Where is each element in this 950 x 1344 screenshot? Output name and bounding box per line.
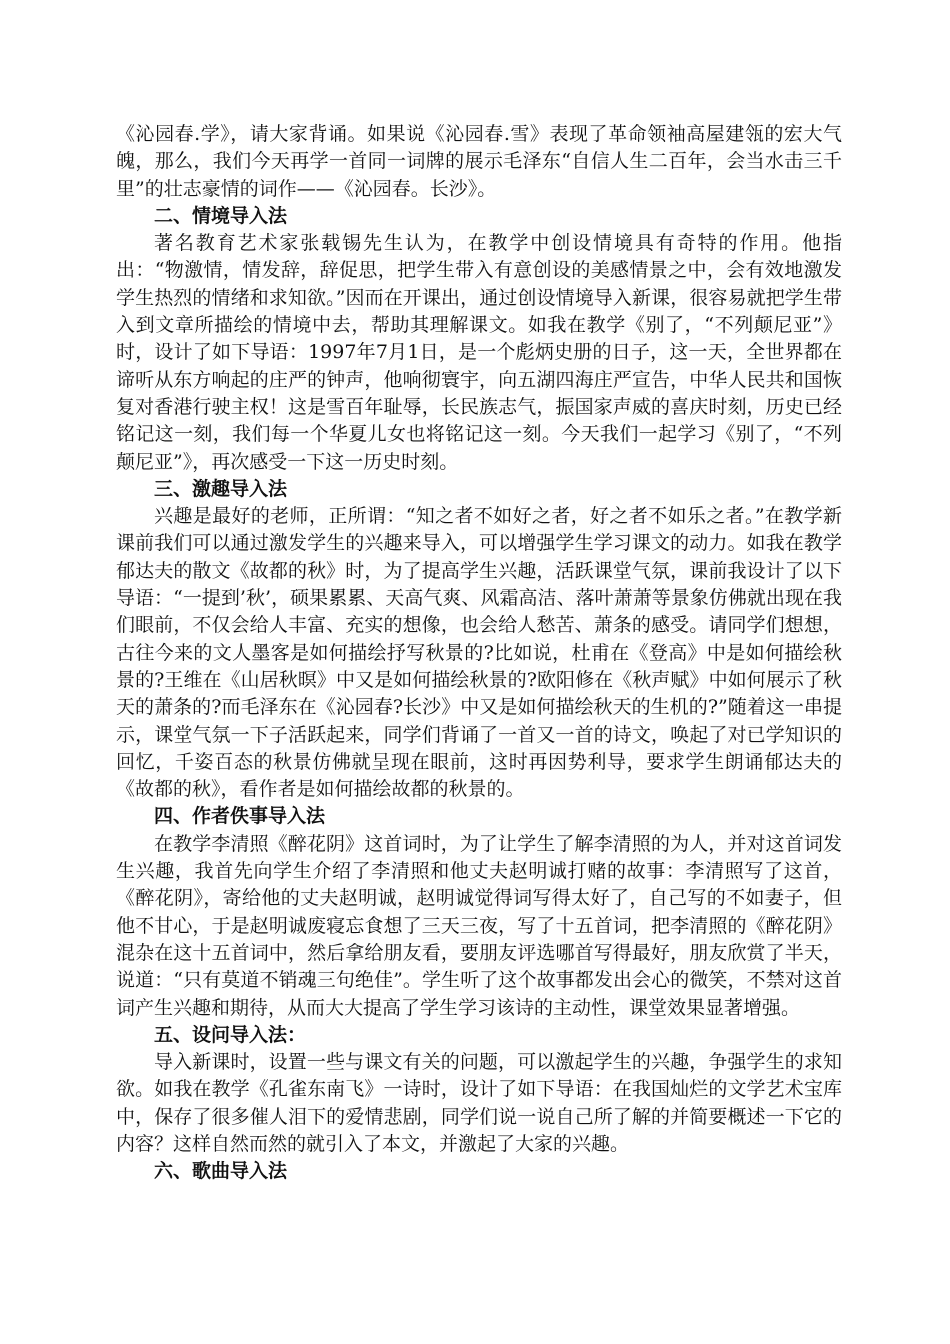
section-paragraph-situation: 著名教育艺术家张载锡先生认为，在教学中创设情境具有奇特的作用。他指出：“物激情，情发辞，辞促思，把学生带入有意创设的美感情景之中，会有效地激发学生热烈的情绪和求知欲。”因而在开课出，通过创设情境导入新课，很容易就把学生带入到文章所描绘的情境中去，帮助其理解课文。如我在教学《别了，“不列颠尼亚”》时，设计了如下导语：1997年7月1日，是一个彪炳史册的日子，这一天，全世界都在谛听从东方响起的庄严的钟声，他响彻寰宇，向五湖四海庄严宣告，中华人民共和国恢复对香港行驶主权！这是雪百年耻辱，长民族志气，振国家声威的喜庆时刻，历史已经铭记这一刻，我们每一个华夏儿女也将铭记这一刻。今天我们一起学习《别了，“不列颠尼亚”》，再次感受一下这一历史时刻。	[116, 232, 842, 473]
intro-paragraph: 《沁园春.学》，请大家背诵。如果说《沁园春.雪》表现了革命领袖高屋建瓴的宏大气魄，那么，我们今天再学一首同一词牌的展示毛泽东“自信人生二百年，会当水击三千里”的壮志豪情的词作——《沁园春。长沙》。	[116, 123, 842, 200]
section-paragraph-question: 导入新课时，设置一些与课文有关的问题，可以激起学生的兴趣，争强学生的求知欲。如我在教学《孔雀东南飞》一诗时，设计了如下导语：在我国灿烂的文学艺术宝库中，保存了很多催人泪下的爱情悲剧，同学们说一说自己所了解的并简要概述一下它的内容？这样自然而然的就引入了本文，并激起了大家的兴趣。	[116, 1051, 842, 1155]
section-paragraph-anecdote: 在教学李清照《醉花阴》这首词时，为了让学生了解李清照的为人，并对这首词发生兴趣，我首先向学生介绍了李清照和他丈夫赵明诚打赌的故事：李清照写了这首，《醉花阴》，寄给他的丈夫赵明诚，赵明诚觉得词写得太好了，自己写的不如妻子，但他不甘心，于是赵明诚废寝忘食想了三天三夜，写了十五首词，把李清照的《醉花阴》混杂在这十五首词中，然后拿给朋友看，要朋友评选哪首写得最好，朋友欣赏了半天，说道：“只有莫道不销魂三句绝佳”。学生听了这个故事都发出会心的微笑，不禁对这首词产生兴趣和期待，从而大大提高了学生学习该诗的主动性，课堂效果显著增强。	[116, 832, 842, 1019]
section-paragraph-interest: 兴趣是最好的老师，正所谓：“知之者不如好之者，好之者不如乐之者。”在教学新课前我们可以通过激发学生的兴趣来导入，可以增强学生学习课文的动力。如我在教学郁达夫的散文《故都的秋》时，为了提高学生兴趣，活跃课堂气氛，课前我设计了以下导语：“一提到’秋’，硕果累累、天高气爽、风霜高洁、落叶萧萧等景象仿佛就出现在我们眼前，不仅会给人丰富、充实的想像，也会给人愁苦、萧条的感受。请同学们想想，古往今来的文人墨客是如何描绘抒写秋景的?比如说，杜甫在《登高》中是如何描绘秋景的?王维在《山居秋暝》中又是如何描绘秋景的?欧阳修在《秋声赋》中如何展示了秋天的萧条的?而毛泽东在《沁园春?长沙》中又是如何描绘秋天的生机的?”随着这一串提示，课堂气氛一下子活跃起来，同学们背诵了一首又一首的诗文，唤起了对已学知识的回忆，千姿百态的秋景仿佛就呈现在眼前，这时再因势利导，要求学生朗诵郁达夫的《故都的秋》，看作者是如何描绘故都的秋景的。	[116, 505, 842, 801]
section-heading-situation: 二、情境导入法	[154, 204, 288, 227]
section-heading-anecdote: 四、作者佚事导入法	[154, 805, 326, 828]
section-heading-question: 五、设问导入法：	[154, 1023, 307, 1046]
section-heading-interest: 三、激趣导入法	[154, 477, 288, 500]
document-page	[116, 121, 842, 1186]
section-heading-song: 六、歌曲导入法	[154, 1160, 288, 1183]
